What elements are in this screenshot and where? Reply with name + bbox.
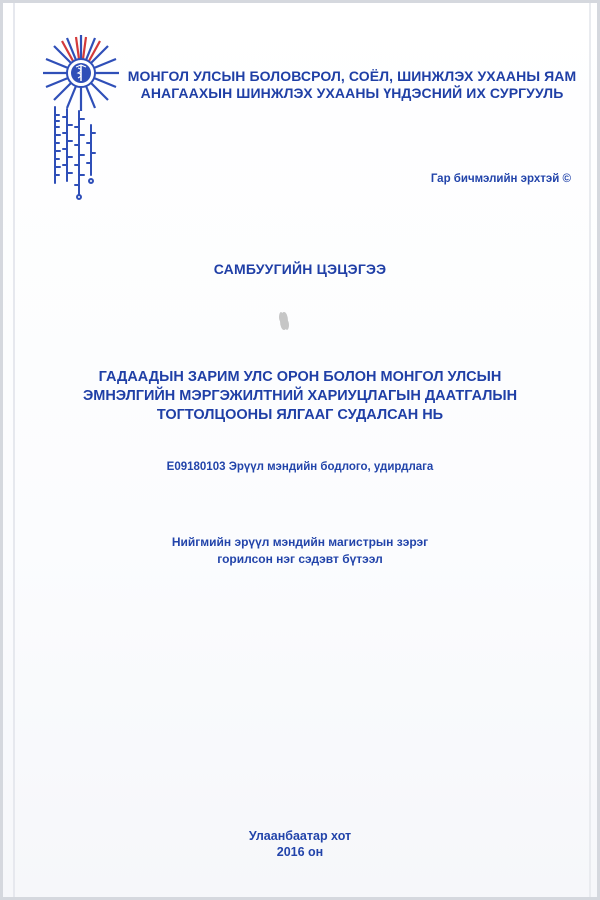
degree-statement <box>3 534 597 568</box>
degree-line-1: Нийгмийн эрүүл мэндийн магистрын зэрэг <box>171 535 429 549</box>
university-emblem-icon <box>41 33 121 113</box>
title-line-3: ТОГТОЛЦООНЫ ЯЛГААГ СУДАЛСАН НЬ <box>156 407 444 423</box>
copyright-notice: Гар бичмэлийн эрхтэй © <box>430 173 571 185</box>
ministry-header <box>121 68 583 102</box>
ministry-line-2: АНАГААХЫН ШИНЖЛЭХ УХААНЫ ҮНДЭСНИЙ ИХ СУРГУУЛЬ <box>140 85 564 101</box>
degree-line-2: горилсон нэг сэдэвт бүтээл <box>217 552 383 566</box>
city: Улаанбаатар хот <box>248 829 352 843</box>
title-line-1: ГАДААДЫН ЗАРИМ УЛС ОРОН БОЛОН МОНГОЛ УЛСЫН <box>98 369 502 385</box>
program-code: E09180103 Эрүүл мэндийн бодлого, удирдлага <box>166 461 434 473</box>
ministry-line-1: МОНГОЛ УЛСЫН БОЛОВСРОЛ, СОЁЛ, ШИНЖЛЭХ УХААНЫ ЯАМ <box>127 68 577 84</box>
scan-smudge <box>269 303 299 339</box>
thesis-title <box>63 368 537 425</box>
mongolian-script-name-icon <box>47 105 123 201</box>
year: 2016 он <box>276 845 324 859</box>
place-and-year <box>3 828 597 860</box>
title-line-2: ЭМНЭЛГИЙН МЭРГЭЖИЛТНИЙ ХАРИУЦЛАГЫН ДААТГАЛЫН <box>82 388 518 404</box>
author-name: САМБУУГИЙН ЦЭЦЭГЭЭ <box>213 261 387 277</box>
